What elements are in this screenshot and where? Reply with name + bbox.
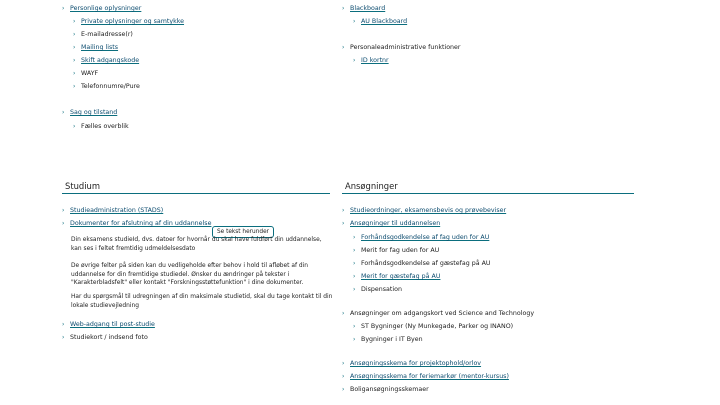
list-item[interactable] [342, 374, 509, 380]
nav-sub-item[interactable] [62, 32, 133, 38]
link-it-byen[interactable]: Bygninger i IT Byen [361, 336, 423, 343]
chevron-right-icon: › [342, 207, 345, 214]
nav-sub-item[interactable] [342, 19, 407, 25]
link-phone[interactable]: Telefonnumre/Pure [81, 83, 140, 90]
chevron-right-icon: › [342, 310, 345, 317]
nav-sub-item[interactable] [342, 58, 389, 64]
list-item[interactable] [62, 322, 155, 328]
list-item[interactable] [62, 335, 148, 341]
paragraph: De øvrige felter på siden kan du vedligeholde efter behov i hold til afløbet af din uddannelse for din fremtidige studiedel. Ønsker du ændringer på tekster i "Karakterbladsfelt" eller kontakt "Forskningsstøttefunktion" i dine dokumenter. [71, 263, 309, 287]
chevron-right-icon: › [73, 83, 76, 90]
link-st-buildings[interactable]: ST Bygninger (Ny Munkegade, Parker og INANO) [361, 323, 514, 330]
chevron-right-icon: › [73, 44, 76, 51]
chevron-right-icon: › [353, 260, 356, 267]
chevron-right-icon: › [62, 207, 65, 214]
link-preapproval-outside[interactable]: Forhåndsgodkendelse af fag uden for AU [361, 234, 490, 241]
sub-list-item[interactable] [342, 274, 440, 280]
list-item[interactable] [342, 208, 506, 214]
list-item[interactable] [62, 221, 211, 227]
link-dispensation[interactable]: Dispensation [361, 286, 402, 293]
chevron-right-icon: › [62, 5, 65, 12]
chevron-right-icon: › [342, 44, 345, 51]
chevron-right-icon: › [73, 18, 76, 25]
sub-list-item[interactable] [342, 324, 513, 330]
link-documents[interactable]: Dokumenter for afslutning af din uddannelse [70, 220, 212, 227]
link-applications[interactable]: Ansøgninger til uddannelsen [350, 220, 441, 227]
link-personal-info[interactable]: Personlige oplysninger [70, 5, 142, 12]
nav-item-personnel[interactable] [342, 45, 461, 51]
nav-sub-item[interactable] [62, 124, 129, 130]
sub-list-item[interactable] [342, 248, 439, 254]
link-email[interactable]: E-mailadresse(r) [81, 31, 133, 38]
nav-item-sakes[interactable] [62, 110, 117, 116]
link-merit-outside[interactable]: Merit for fag uden for AU [361, 247, 440, 254]
chevron-right-icon: › [342, 220, 345, 227]
sub-list-item[interactable] [342, 287, 402, 293]
link-id-card[interactable]: ID kortnr [361, 57, 389, 64]
chevron-right-icon: › [73, 57, 76, 64]
link-project-stay[interactable]: Ansøgningsskema for projektophold/orlov [350, 360, 482, 367]
link-wayf[interactable]: WAYF [81, 70, 99, 77]
link-web-post[interactable]: Web-adgang til post-studie [70, 321, 155, 328]
chevron-right-icon: › [342, 373, 345, 380]
section-title-studium: Studium [65, 181, 101, 191]
nav-sub-item[interactable] [62, 58, 139, 64]
sub-list-item[interactable] [342, 261, 491, 267]
link-student-card[interactable]: Studiekort / indsend foto [70, 334, 148, 341]
link-change-password[interactable]: Skift adgangskode [81, 57, 140, 64]
link-stads[interactable]: Studieadministration (STADS) [70, 207, 164, 214]
link-holiday-form[interactable]: Ansøgningsskema for feriemarkør (mentor-kursus) [350, 373, 509, 380]
list-item-science [342, 311, 534, 317]
chevron-right-icon: › [353, 323, 356, 330]
section-divider [62, 193, 330, 194]
nav-sub-item[interactable] [62, 84, 140, 90]
list-item[interactable] [342, 221, 440, 227]
chevron-right-icon: › [342, 360, 345, 367]
nav-sub-item[interactable] [62, 45, 118, 51]
tooltip: Se tekst herunder [212, 226, 274, 238]
nav-sub-item[interactable] [62, 71, 98, 77]
link-blackboard[interactable]: Blackboard [350, 5, 386, 12]
paragraph: Har du spørgsmål til udregningen af din maksimale studietid, skal du tage kontakt til din lokale studievejledning [71, 294, 333, 309]
paragraph: Din eksamens studieId, dvs. datoer for hvornår du skal have fuldført din uddannelse, kan ses i feltet fremtidig udmeldelsesdato [71, 237, 322, 252]
chevron-right-icon: › [353, 18, 356, 25]
section-title-ansogninger: Ansøgninger [345, 181, 398, 191]
sub-list-item[interactable] [342, 235, 489, 241]
chevron-right-icon: › [73, 70, 76, 77]
chevron-right-icon: › [342, 386, 345, 393]
link-preapproval-guest[interactable]: Forhåndsgodkendelse af gæstefag på AU [361, 260, 491, 267]
chevron-right-icon: › [353, 273, 356, 280]
link-overview[interactable]: Fælles overblik [81, 123, 129, 130]
link-sag-tilstand[interactable]: Sag og tilstand [70, 109, 118, 116]
nav-sub-item[interactable] [62, 19, 184, 25]
link-private-info[interactable]: Private oplysninger og samtykke [81, 18, 185, 25]
chevron-right-icon: › [353, 247, 356, 254]
chevron-right-icon: › [73, 123, 76, 130]
chevron-right-icon: › [62, 321, 65, 328]
chevron-right-icon: › [342, 5, 345, 12]
chevron-right-icon: › [73, 31, 76, 38]
link-au-blackboard[interactable]: AU Blackboard [361, 18, 408, 25]
chevron-right-icon: › [62, 220, 65, 227]
nav-item-personal[interactable] [62, 6, 141, 12]
heading-science: Ansøgninger om adgangskort ved Science and Technology [350, 310, 535, 317]
heading-personnel: Personaleadministrative funktioner [350, 44, 461, 51]
list-item[interactable] [342, 387, 429, 393]
chevron-right-icon: › [353, 234, 356, 241]
chevron-right-icon: › [353, 57, 356, 64]
link-merit-guest[interactable]: Merit for gæstefag på AU [361, 273, 441, 280]
sub-list-item[interactable] [342, 337, 423, 343]
link-study-regulations[interactable]: Studieordninger, eksamensbevis og prøvebeviser [350, 207, 507, 214]
chevron-right-icon: › [62, 109, 65, 116]
link-housing-forms[interactable]: Boligansøgningsskemaer [350, 386, 429, 393]
link-mailing-lists[interactable]: Mailing lists [81, 44, 119, 51]
nav-item-blackboard[interactable] [342, 6, 385, 12]
chevron-right-icon: › [353, 286, 356, 293]
list-item[interactable] [62, 208, 163, 214]
section-divider [342, 193, 634, 194]
chevron-right-icon: › [62, 334, 65, 341]
list-item[interactable] [342, 361, 481, 367]
chevron-right-icon: › [353, 336, 356, 343]
